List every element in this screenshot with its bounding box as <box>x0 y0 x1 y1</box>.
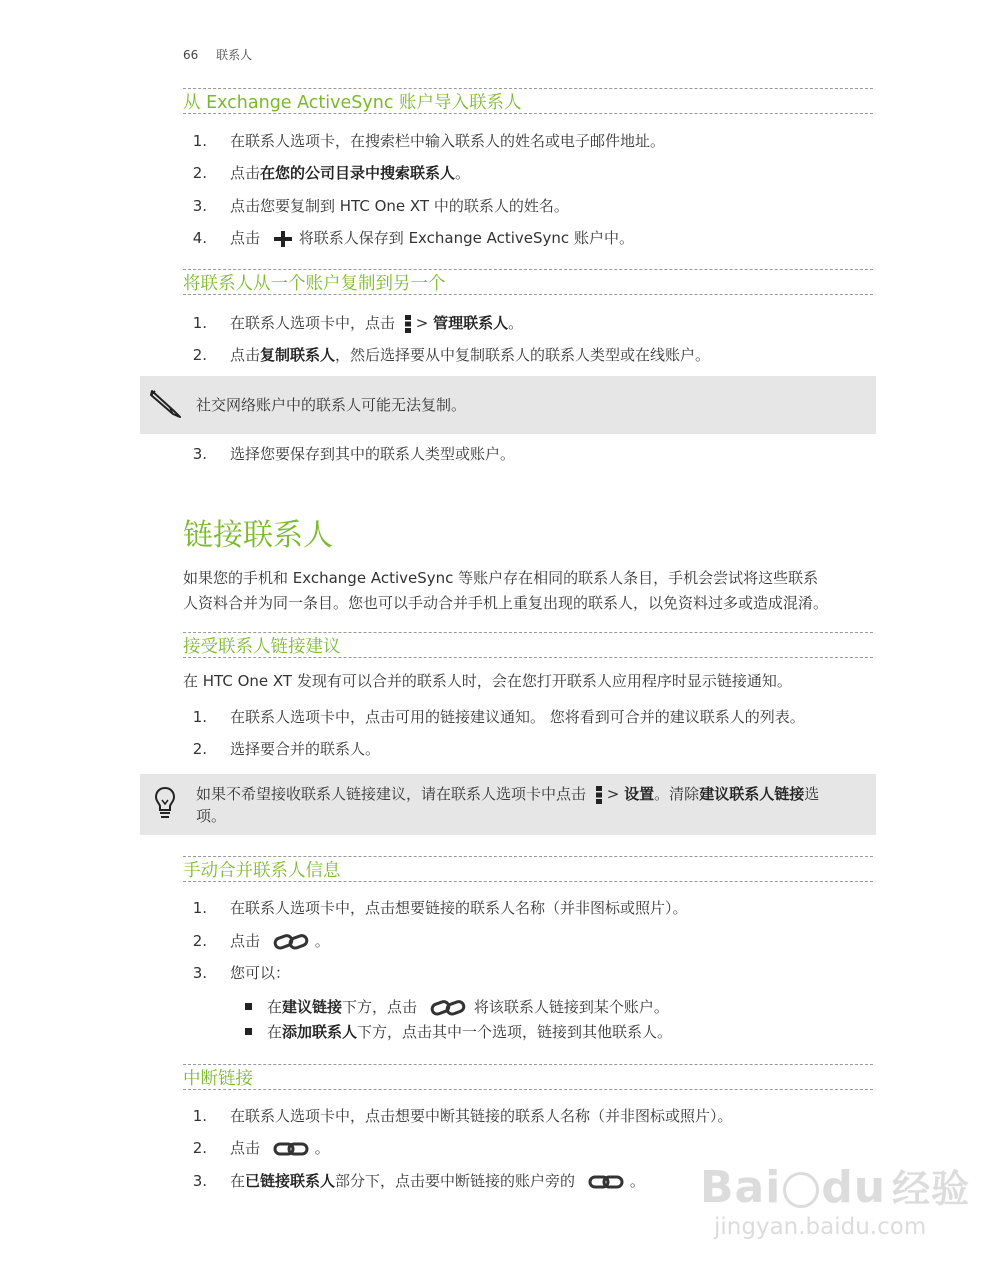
section-title-manual-merge: 手动合并联系人信息 <box>183 856 873 882</box>
more-menu-icon <box>405 313 411 333</box>
more-menu-icon <box>596 783 602 805</box>
baidu-watermark-logo: Bai du 经验 <box>700 1162 971 1213</box>
unlink-icon <box>273 1138 309 1158</box>
watermark-url: jingyan.baidu.com <box>714 1214 927 1240</box>
intro-paragraph: 如果您的手机和 Exchange ActiveSync 等账户存在相同的联系人条目，手机会尝试将这些联系 人资料合并为同一条目。您也可以手动合并手机上重复出现的联系人，以免资料过多或造成混淆。 <box>183 569 829 612</box>
tip-text: 如果不希望接收联系人链接建议，请在联系人选项卡中点击 > 设置。清除建议联系人链接选 项。 <box>196 785 820 825</box>
page-number: 66 <box>183 48 199 62</box>
section-intro: 在 HTC One XT 发现有可以合并的联系人时，会在您打开联系人应用程序时显示链接通知。 <box>183 672 792 690</box>
header-section: 联系人 <box>216 48 253 62</box>
ui-label: 复制联系人 <box>260 346 336 364</box>
tip-box <box>140 774 876 835</box>
unlink-icon <box>588 1171 624 1191</box>
link-icon <box>273 931 309 951</box>
ui-label: 管理联系人 <box>433 314 509 332</box>
page-title: 链接联系人 <box>183 518 333 553</box>
section-title-copy-contacts: 将联系人从一个账户复制到另一个 <box>183 269 873 295</box>
note-text: 社交网络账户中的联系人可能无法复制。 <box>196 396 467 414</box>
page-header <box>183 46 266 63</box>
link-icon <box>430 997 466 1017</box>
note-box <box>140 376 876 434</box>
ui-label: 在您的公司目录中搜索联系人 <box>260 164 456 182</box>
lightbulb-icon <box>154 786 176 820</box>
section-title-import-exchange: 从 Exchange ActiveSync 账户导入联系人 <box>183 88 873 114</box>
section-title-break-link: 中断链接 <box>183 1064 873 1090</box>
pencil-icon <box>148 388 184 418</box>
section-title-accept-suggestions: 接受联系人链接建议 <box>183 632 873 658</box>
plus-icon <box>273 228 293 248</box>
